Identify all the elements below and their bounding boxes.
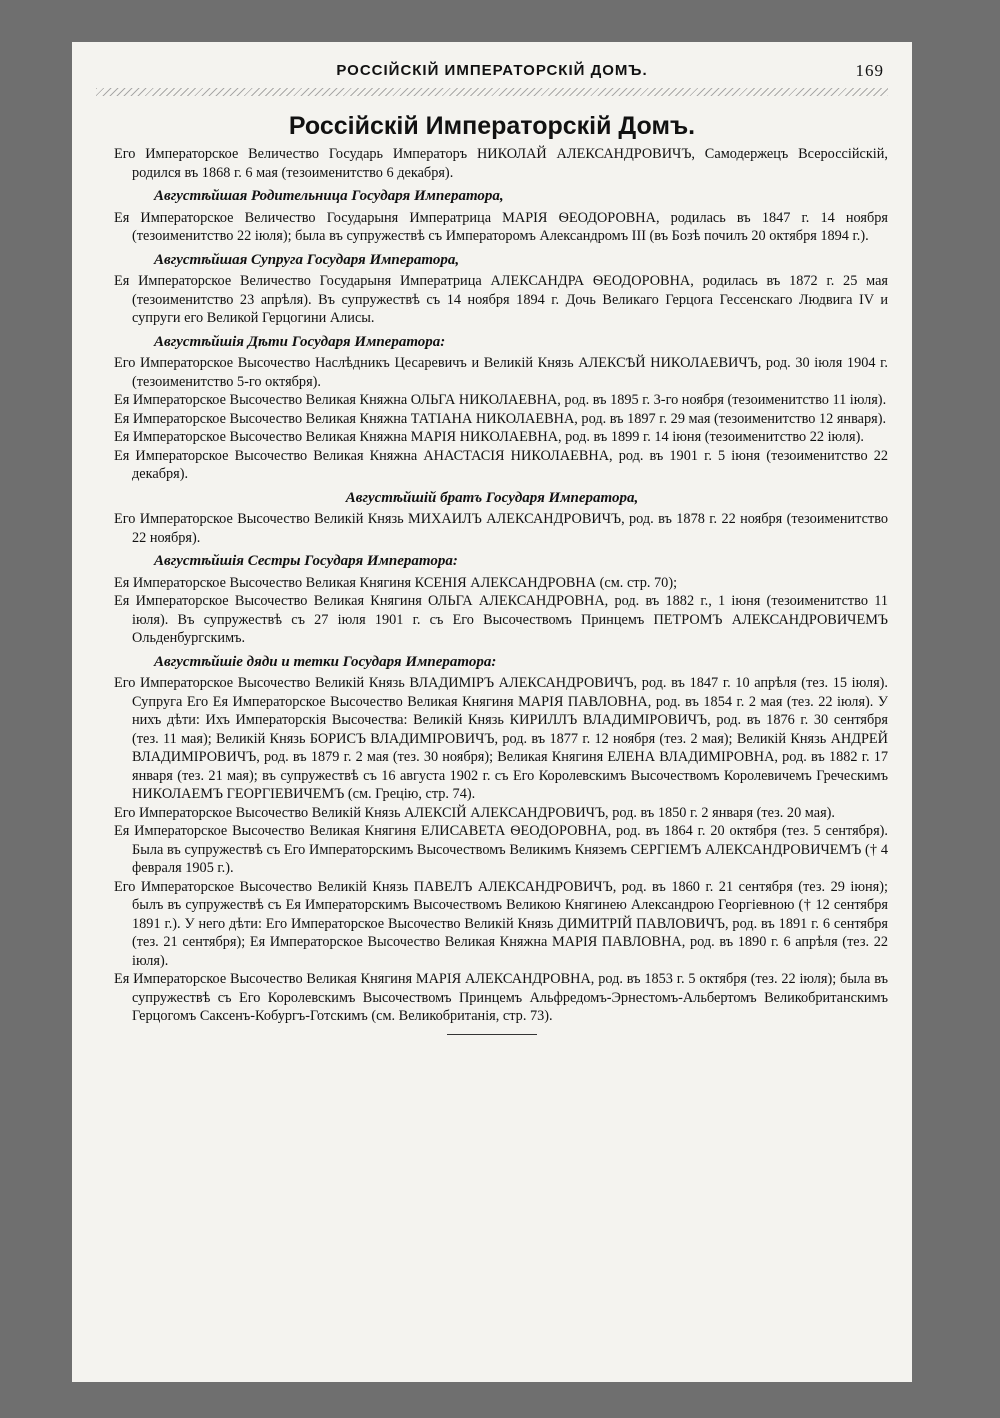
entry-paragraph: Ея Императорское Высочество Великая Княгиня ОЛЬГА АЛЕКСАНДРОВНА, род. въ 1882 г., 1 іюня (тезоименитство 11 іюля). Въ супружествѣ съ 27 іюля 1901 г. съ Его Высочествомъ Принцемъ ПЕТРОМЪ АЛЕКСАНДРОВИЧЕМЪ Ольденбургскимъ.: [114, 593, 888, 646]
page-number: 169: [855, 61, 884, 80]
entry-paragraph: Его Императорское Высочество Наслѣдникъ Цесаревичъ и Великій Князь АЛЕКСѢЙ НИКОЛАЕВИЧЪ, род. 30 іюля 1904 г. (тезоименитство 5-го октября).: [114, 355, 888, 390]
entry-paragraph: Его Императорское Высочество Великій Князь МИХАИЛЪ АЛЕКСАНДРОВИЧЪ, род. въ 1878 г. 22 ноября (тезоименитство 22 ноября).: [114, 511, 888, 546]
entry-paragraph: Ея Императорское Величество Государыня Императрица МАРІЯ ѲЕОДОРОВНА, родилась въ 1847 г. 14 ноября (тезоименитство 22 іюля); была въ супружествѣ съ Императоромъ Александромъ III (въ Бозѣ почилъ 20 октября 1894 г.).: [114, 209, 888, 244]
entries-list: [96, 145, 888, 1026]
entry-paragraph: Ея Императорское Высочество Великая Княгиня КСЕНІЯ АЛЕКСАНДРОВНА (см. стр. 70);: [114, 574, 678, 591]
section-heading: Августѣйшіе дяди и тетки Государя Императора:: [154, 653, 497, 670]
page-title: Россійскій Императорскій Домъ.: [288, 112, 696, 140]
section-heading: Августѣйшія Сестры Государя Императора:: [154, 553, 458, 569]
section-heading: Августѣйшая Родительница Государя Императора,: [154, 188, 504, 204]
entry-paragraph: Ея Императорское Высочество Великая Княгиня ЕЛИСАВЕТА ѲЕОДОРОВНА, род. въ 1864 г. 20 октября (тез. 5 сентября). Была въ супружествѣ съ Его Императорскимъ Высочествомъ Великимъ Княземъ СЕРГІЕМЪ АЛЕКСАНДРОВИЧЕМЪ († 4 февраля 1905 г.).: [114, 823, 888, 876]
entry-paragraph: Его Императорское Высочество Великій Князь ВЛАДИМІРЪ АЛЕКСАНДРОВИЧЪ, род. въ 1847 г. 10 апрѣля (тез. 15 іюля). Супруга Его Ея Императорское Высочество Великая Княгиня МАРІЯ ПАВЛОВНА, род. въ 1854 г. 2 мая (тез. 22 іюля). У нихъ дѣти: Ихъ Императорскія Высочества: Великій Князь КИРИЛЛЪ ВЛАДИМІРОВИЧЪ, род. въ 1876 г. 30 сентября (тез. 11 мая); Великій Князь БОРИСЪ ВЛАДИМІРОВИЧЪ, род. въ 1877 г. 12 ноября (тез. 2 мая); Великій Князь АНДРЕЙ ВЛАДИМІРОВИЧЪ, род. въ 1879 г. 2 мая (тез. 30 ноября); Великая Княгиня ЕЛЕНА ВЛАДИМІРОВНА, род. въ 1882 г. 17 января (тез. 21 мая); въ супружествѣ съ 16 августа 1902 г. съ Его Королевскимъ Высочествомъ Королевичемъ Греческимъ НИКОЛАЕМЪ ГЕОРГІЕВИЧЕМЪ (см. Грецію, стр. 74).: [114, 675, 888, 802]
section-heading: Августѣйшая Супруга Государя Императора,: [154, 251, 460, 268]
section-heading: Августѣйшія Дѣти Государя Императора:: [154, 333, 446, 350]
running-header: [96, 56, 888, 86]
running-title: РОССІЙСКІЙ ИМПЕРАТОРСКІЙ ДОМЪ.: [336, 62, 648, 79]
entry-paragraph: Его Императорское Высочество Великій Князь ПАВЕЛЪ АЛЕКСАНДРОВИЧЪ, род. въ 1860 г. 21 сентября (тез. 29 іюня); былъ въ супружествѣ съ Ея Императорскимъ Высочествомъ Великою Княгинею Александрою Георгіевною († 12 сентября 1891 г.). У него дѣти: Его Императорское Высочество Великій Князь ДИМИТРІЙ ПАВЛОВИЧЪ, род. въ 1891 г. 6 сентября (тез. 21 сентября); Ея Императорское Высочество Великая Княжна МАРІЯ ПАВЛОВНА, род. въ 1890 г. 6 апрѣля (тез. 22 іюля).: [114, 878, 888, 969]
entry-paragraph: Его Императорское Высочество Великій Князь АЛЕКСІЙ АЛЕКСАНДРОВИЧЪ, род. въ 1850 г. 2 января (тез. 20 мая).: [114, 804, 835, 821]
header-divider: [96, 88, 888, 96]
end-rule: [447, 1034, 537, 1035]
entry-paragraph: Ея Императорское Величество Государыня Императрица АЛЕКСАНДРА ѲЕОДОРОВНА, родилась въ 1872 г. 25 мая (тезоименитство 23 апрѣля). Въ супружествѣ съ 14 ноября 1894 г. Дочь Великаго Герцога Гессенскаго Людвига IV и супруги его Великой Герцогини Алисы.: [114, 273, 888, 326]
entry-paragraph: Ея Императорское Высочество Великая Княгиня МАРІЯ АЛЕКСАНДРОВНА, род. въ 1853 г. 5 октября (тез. 22 іюля); была въ супружествѣ съ Его Королевскимъ Высочествомъ Принцемъ Альфредомъ-Эрнестомъ-Альбертомъ Великобританскимъ Герцогомъ Саксенъ-Кобургъ-Готскимъ (см. Великобританія, стр. 73).: [114, 971, 888, 1024]
entry-paragraph: Ея Императорское Высочество Великая Княжна МАРІЯ НИКОЛАЕВНА, род. въ 1899 г. 14 іюня (тезоименитство 22 іюля).: [114, 429, 864, 445]
entry-paragraph: Ея Императорское Высочество Великая Княжна ОЛЬГА НИКОЛАЕВНА, род. въ 1895 г. 3-го ноября (тезоименитство 11 іюля).: [114, 392, 887, 408]
entry-paragraph: Ея Императорское Высочество Великая Княжна ТАТІАНА НИКОЛАЕВНА, род. въ 1897 г. 29 мая (тезоименитство 12 января).: [114, 410, 887, 427]
entry-paragraph: Его Императорское Величество Государь Императоръ НИКОЛАЙ АЛЕКСАНДРОВИЧЪ, Самодержецъ Всероссійскій, родился въ 1868 г. 6 мая (тезоименитство 6 декабря).: [114, 146, 888, 181]
section-heading: Августѣйшій братъ Государя Императора,: [345, 489, 639, 506]
entry-paragraph: Ея Императорское Высочество Великая Княжна АНАСТАСІЯ НИКОЛАЕВНА, род. въ 1901 г. 5 іюня (тезоименитство 22 декабря).: [114, 447, 888, 482]
document-page: [72, 42, 912, 1382]
